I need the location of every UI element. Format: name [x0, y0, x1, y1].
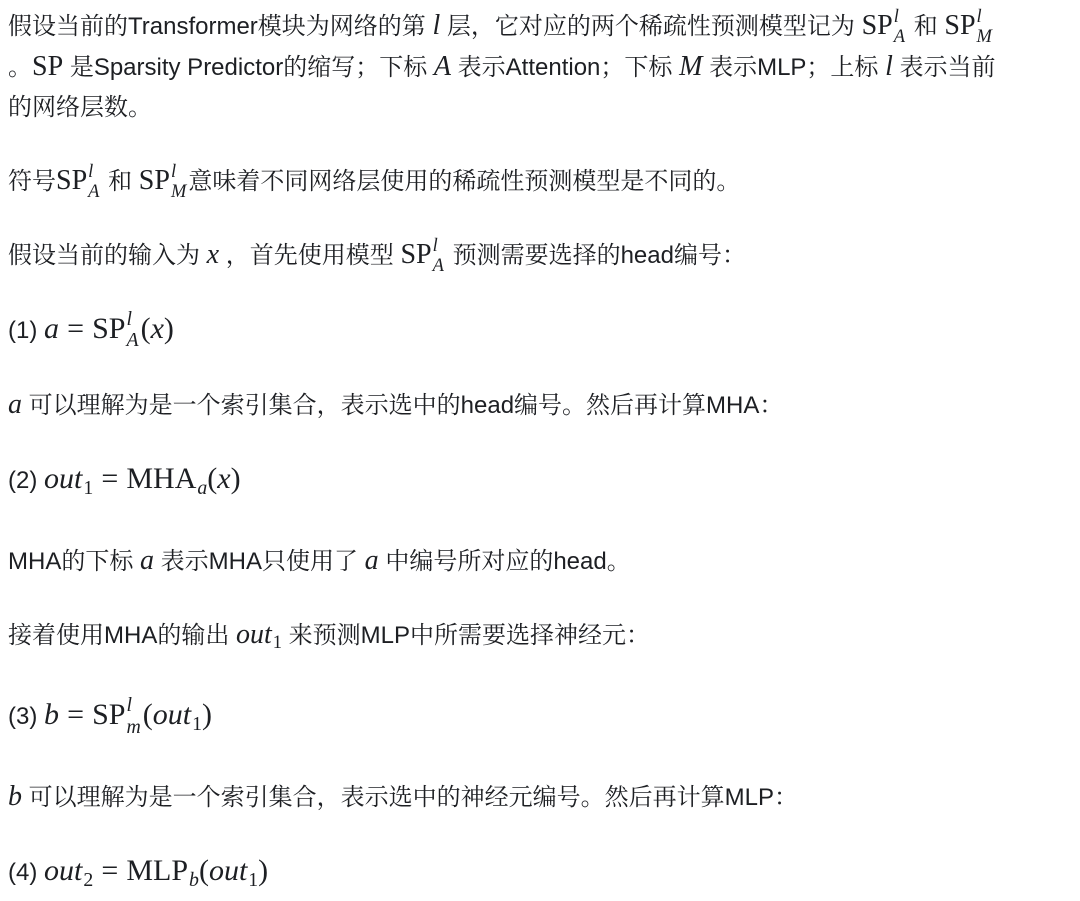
paragraph — [8, 777, 1068, 818]
math-symbol: ( — [140, 312, 151, 346]
text-run: ，首先使用模型 — [219, 242, 401, 269]
superscript-subscript — [88, 162, 99, 202]
superscript-subscript — [127, 695, 141, 738]
subscript: M — [170, 180, 187, 201]
text-run: 层，它对应的两个稀疏性预测模型记为 — [440, 13, 862, 40]
math-symbol: ) — [202, 698, 213, 732]
equation-number: (1) — [8, 317, 38, 345]
math-symbol: MLP — [126, 854, 189, 888]
superscript-subscript — [977, 7, 992, 47]
text-run: 。 — [8, 54, 32, 81]
formula-line — [8, 309, 1068, 352]
math-symbol: SP — [944, 10, 976, 41]
math-run — [207, 239, 219, 270]
math-symbol: = — [101, 854, 119, 888]
subscript: 1 — [192, 713, 203, 736]
math-run — [56, 160, 101, 201]
text-run: 来预测MLP中所需要选择神经元： — [282, 621, 651, 649]
paragraph — [8, 615, 1068, 663]
equation-number: (3) — [8, 703, 38, 731]
math-symbol: l — [885, 51, 893, 82]
math-run — [44, 308, 174, 352]
math-run — [8, 389, 22, 420]
text-run: 意味着不同网络层使用的稀疏性预测模型是不同的。 — [188, 168, 741, 195]
math-symbol: SP — [138, 165, 170, 196]
subscript: b — [189, 869, 199, 892]
equation-number: (4) — [8, 859, 38, 887]
math-symbol: = — [101, 461, 119, 495]
superscript-subscript — [127, 309, 139, 352]
math-symbol: a — [140, 544, 154, 576]
superscript: l — [893, 5, 899, 26]
subscript: 1 — [83, 476, 94, 499]
math-symbol: A — [433, 51, 451, 82]
equation-number: (2) — [8, 466, 38, 494]
subscript: A — [432, 254, 444, 275]
superscript-subscript — [171, 162, 186, 202]
math-symbol: out — [152, 698, 192, 732]
text-run: 表示MHA只使用了 — [154, 547, 365, 575]
paragraph — [8, 6, 1068, 128]
math-symbol: = — [67, 312, 85, 346]
math-run — [944, 5, 994, 46]
subscript: 1 — [248, 869, 259, 892]
math-symbol: SP — [861, 10, 893, 41]
formula-line — [8, 459, 1068, 508]
text-run: 假设当前的Transformer模块为网络的第 — [8, 13, 433, 40]
math-symbol: SP — [56, 165, 88, 196]
formula-line — [8, 851, 1068, 900]
math-run — [434, 51, 451, 82]
text-run: 和 — [101, 168, 139, 195]
math-run — [8, 781, 22, 812]
text-run: 符号 — [8, 168, 56, 195]
math-symbol: b — [44, 698, 60, 732]
math-run — [32, 51, 63, 82]
text-run: MHA的下标 — [8, 547, 140, 575]
formula-line — [8, 695, 1068, 744]
math-symbol: x — [217, 461, 231, 495]
superscript: l — [126, 308, 132, 330]
text-run: 中编号所对应的head。 — [378, 547, 631, 575]
math-run — [44, 854, 269, 892]
math-symbol: M — [679, 51, 703, 82]
math-symbol: out — [208, 854, 248, 888]
subscript: M — [976, 25, 992, 46]
math-symbol: ( — [198, 854, 209, 888]
math-run — [679, 51, 702, 82]
subscript: m — [126, 715, 141, 738]
math-symbol: SP — [400, 239, 432, 270]
text-run: 假设当前的输入为 — [8, 242, 207, 269]
math-symbol: out — [236, 618, 272, 650]
math-symbol: SP — [92, 698, 126, 732]
math-symbol: b — [8, 781, 22, 813]
math-symbol: out — [44, 461, 83, 495]
math-symbol: ) — [163, 312, 174, 346]
math-symbol: SP — [92, 312, 126, 346]
math-symbol: out — [44, 854, 83, 888]
math-run — [236, 618, 283, 653]
math-symbol: ( — [207, 461, 218, 495]
text-run: 可以理解为是一个索引集合，表示选中的head编号。然后再计算MHA： — [22, 391, 784, 419]
paragraph — [8, 385, 1068, 426]
paragraph — [8, 161, 1068, 202]
text-run: 表示Attention；下标 — [451, 54, 680, 81]
superscript-subscript — [894, 7, 905, 47]
subscript: A — [126, 329, 139, 352]
math-run — [44, 694, 213, 738]
subscript: 1 — [272, 632, 283, 653]
superscript-subscript — [433, 236, 444, 276]
math-run — [885, 51, 893, 82]
math-run — [365, 545, 379, 576]
math-symbol: a — [8, 388, 22, 420]
text-run: 预测需要选择的head编号： — [445, 242, 746, 269]
math-run — [140, 545, 154, 576]
text-run: 和 — [907, 13, 945, 40]
text-run: 表示MLP；上标 — [702, 54, 886, 81]
math-symbol: x — [206, 239, 220, 270]
math-run — [138, 160, 189, 201]
superscript: l — [88, 160, 94, 181]
math-symbol: MHA — [126, 461, 197, 495]
paragraph — [8, 541, 1068, 582]
text-run: 的网络层数。 — [8, 94, 152, 121]
math-symbol: = — [67, 698, 85, 732]
superscript: l — [170, 160, 177, 181]
math-symbol: a — [364, 544, 379, 576]
text-run: 接着使用MHA的输出 — [8, 621, 236, 649]
math-run — [400, 234, 445, 275]
math-run — [44, 461, 241, 499]
math-symbol: x — [150, 312, 164, 346]
math-symbol: ) — [230, 461, 241, 495]
subscript: A — [893, 25, 906, 46]
subscript: a — [197, 476, 208, 499]
superscript: l — [126, 694, 132, 717]
math-symbol: SP — [32, 51, 64, 82]
superscript: l — [432, 234, 438, 255]
text-run: 可以理解为是一个索引集合，表示选中的神经元编号。然后再计算MLP： — [22, 784, 799, 812]
math-run — [861, 5, 907, 46]
math-symbol: ( — [142, 698, 153, 732]
math-symbol: a — [44, 312, 60, 346]
subscript: 2 — [83, 869, 94, 892]
math-symbol: l — [432, 10, 441, 41]
text-run: 是Sparsity Predictor的缩写；下标 — [63, 54, 434, 81]
math-symbol: ) — [258, 854, 269, 888]
superscript: l — [976, 5, 982, 26]
text-run: 表示当前 — [892, 54, 996, 81]
subscript: A — [88, 180, 100, 201]
paragraph — [8, 235, 1068, 276]
